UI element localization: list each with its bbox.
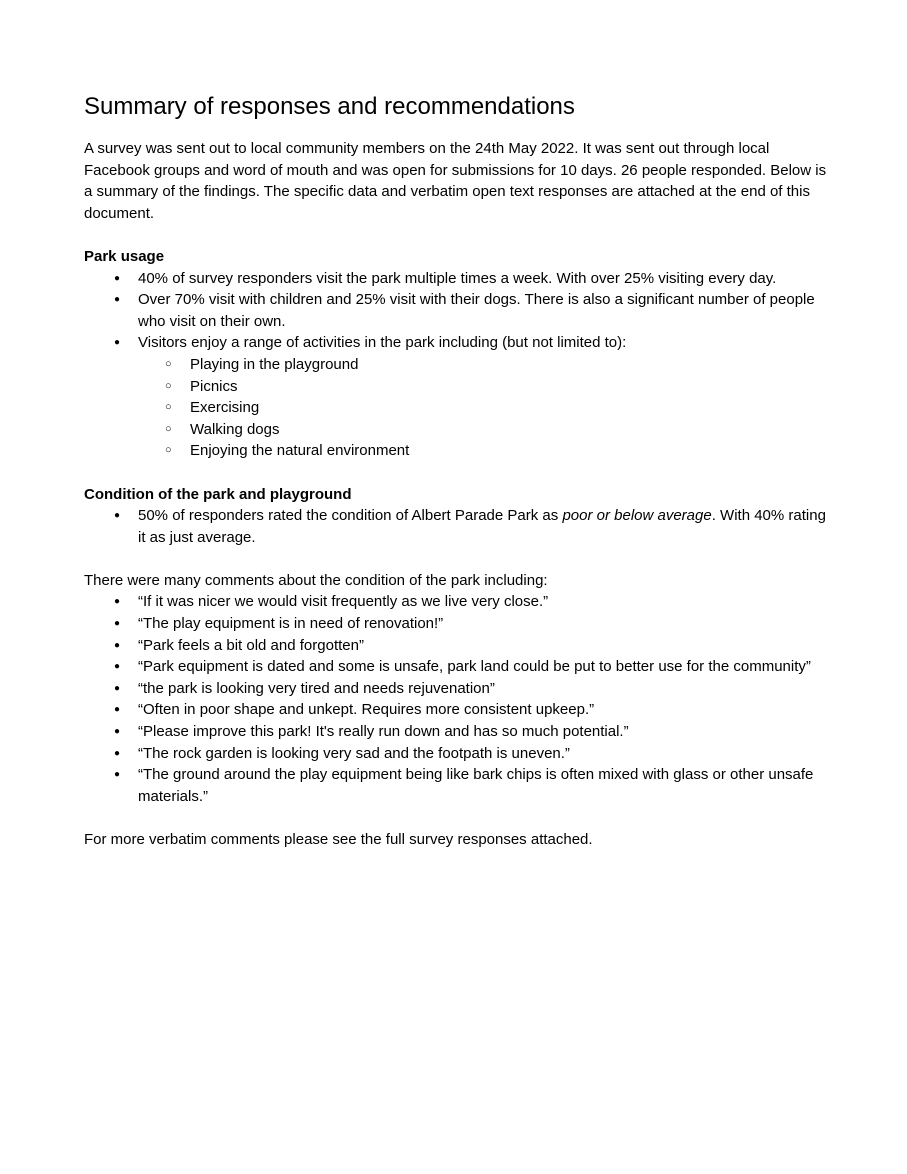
sub-bullet-item: [138, 440, 833, 462]
comments-list: [84, 591, 833, 807]
sub-bullet-item: [138, 376, 833, 398]
page-title: Summary of responses and recommendations: [84, 93, 575, 120]
intro-paragraph: A survey was sent out to local community members on the 24th May 2022. It was sent out through local Facebook groups and word of mouth and was open for submissions for 10 days. 26 people responded. Below is a summary of the findings. The specific data and verbatim open text responses are attached at the end of this document.: [84, 140, 827, 222]
sub-bullet-text: Walking dogs: [190, 420, 280, 438]
comment-item: [84, 678, 833, 700]
bullet-item: [84, 268, 833, 290]
sub-bullet-item: [138, 419, 833, 441]
rating-italic-phrase: poor or below average: [562, 507, 712, 525]
park-usage-heading: Park usage: [84, 247, 165, 265]
sub-bullet-text: Playing in the playground: [190, 355, 359, 373]
sub-bullet-item: [138, 397, 833, 419]
sub-bullet-item: [138, 354, 833, 376]
activities-list: [138, 354, 833, 462]
sub-bullet-text: Enjoying the natural environment: [190, 442, 410, 460]
sub-bullet-text: Picnics: [190, 377, 238, 395]
bullet-item: [84, 332, 833, 462]
bullet-item: [84, 289, 833, 332]
rating-text-pre: 50% of responders rated the condition of Albert Parade Park as: [138, 507, 563, 525]
condition-heading: Condition of the park and playground: [84, 485, 352, 503]
comment-text: “The ground around the play equipment being like bark chips is often mixed with glass or other unsafe materials.”: [138, 766, 814, 805]
sub-bullet-text: Exercising: [190, 399, 260, 417]
comment-item: [84, 721, 833, 743]
comments-intro-paragraph: There were many comments about the condition of the park including:: [84, 571, 548, 589]
rating-text-post: . With 40% rating it as just average.: [138, 507, 826, 546]
comment-item: [84, 613, 833, 635]
comment-text: “Often in poor shape and unkept. Requires more consistent upkeep.”: [138, 701, 595, 719]
comment-text: “the park is looking very tired and needs rejuvenation”: [138, 679, 495, 697]
condition-list: [84, 505, 833, 548]
park-usage-list: [84, 268, 833, 462]
comment-item: [84, 743, 833, 765]
comment-item: [84, 764, 833, 807]
comment-item: [84, 656, 833, 678]
comment-text: “Please improve this park! It's really run down and has so much potential.”: [138, 723, 629, 741]
comment-text: “The rock garden is looking very sad and the footpath is uneven.”: [138, 744, 570, 762]
bullet-text: 40% of survey responders visit the park multiple times a week. With over 25% visiting every day.: [138, 269, 777, 287]
comment-text: “Park feels a bit old and forgotten”: [138, 636, 364, 654]
comment-text: “Park equipment is dated and some is unsafe, park land could be put to better use for the community”: [138, 658, 811, 676]
bullet-item: [84, 505, 833, 548]
closing-paragraph: For more verbatim comments please see the full survey responses attached.: [84, 831, 593, 848]
bullet-text: Visitors enjoy a range of activities in the park including (but not limited to):: [138, 334, 627, 352]
comment-item: [84, 699, 833, 721]
comment-text: “The play equipment is in need of renovation!”: [138, 615, 444, 633]
bullet-text: Over 70% visit with children and 25% visit with their dogs. There is also a significant number of people who visit on their own.: [138, 291, 815, 330]
comment-item: [84, 591, 833, 613]
comment-text: “If it was nicer we would visit frequently as we live very close.”: [138, 593, 549, 611]
comment-item: [84, 635, 833, 657]
